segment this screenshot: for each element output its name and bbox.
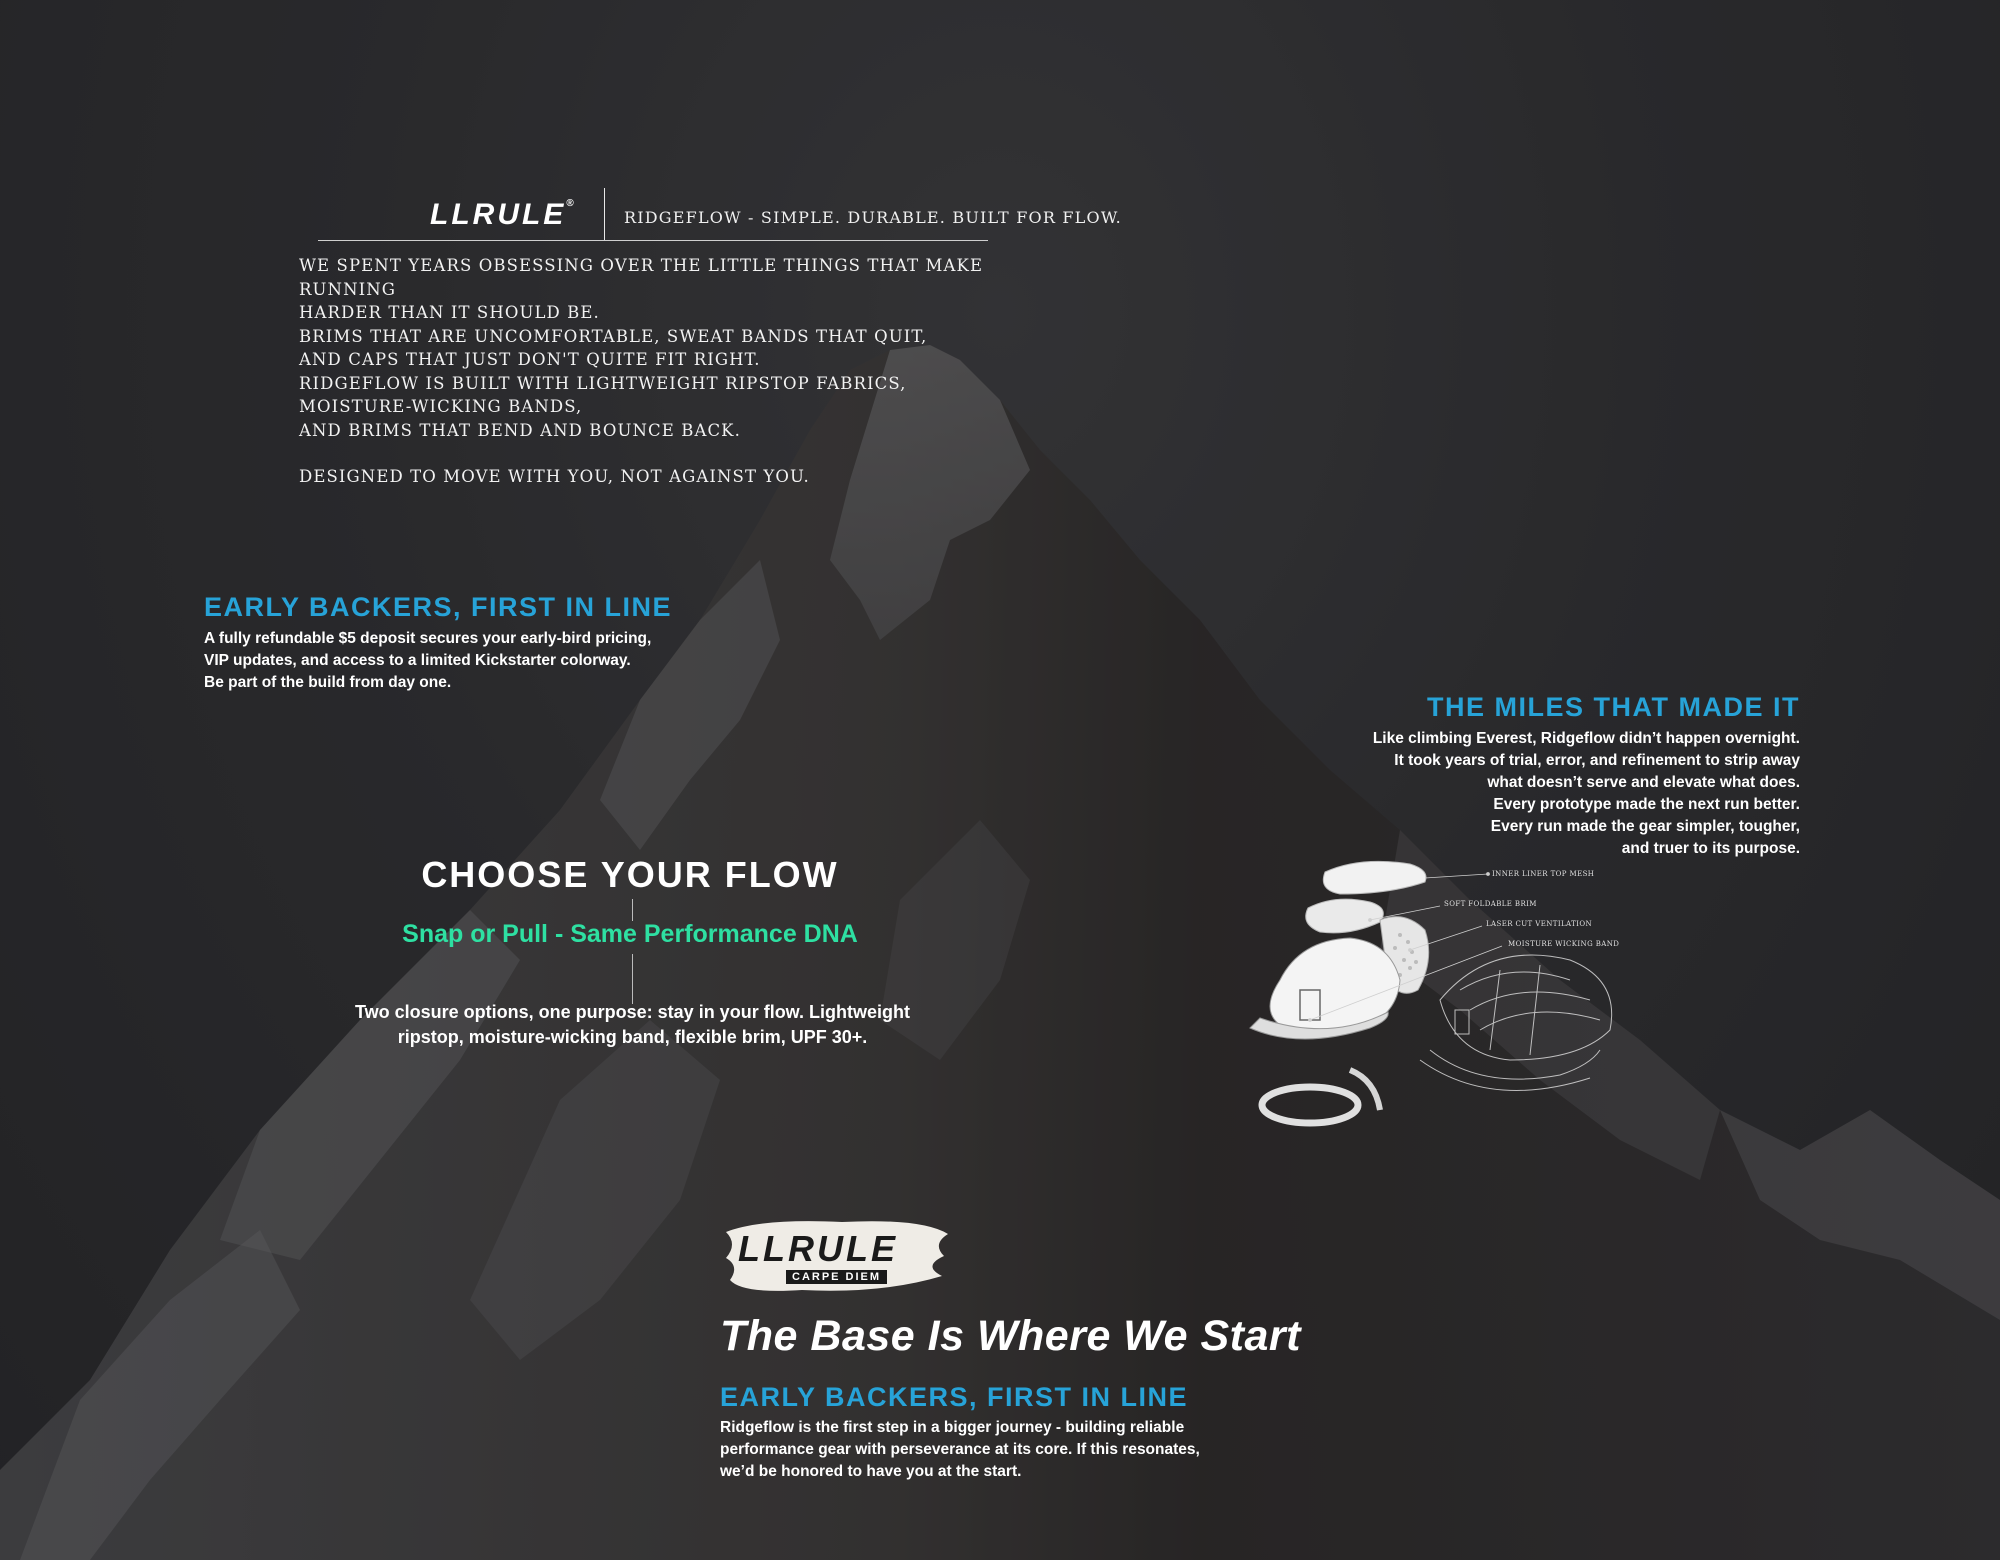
miles-line: Like climbing Everest, Ridgeflow didn’t happen overnight.	[1372, 730, 1800, 747]
brand-logo-text: LLRULE	[430, 198, 567, 231]
flow-subtitle: Snap or Pull - Same Performance DNA	[402, 920, 858, 948]
flow-body-line: Two closure options, one purpose: stay in your flow. Lightweight	[354, 1002, 910, 1022]
bottom-body-line: we’d be honored to have you at the start.	[720, 1463, 1022, 1480]
callout-brim: SOFT FOLDABLE BRIM	[1444, 900, 1537, 908]
miles-line: Every run made the gear simpler, tougher,	[1490, 818, 1800, 835]
intro-line: WE SPENT YEARS OBSESSING OVER THE LITTLE THINGS THAT MAKE RUNNING	[299, 256, 984, 299]
header-rule	[318, 240, 988, 241]
callout-ventilation: LASER CUT VENTILATION	[1486, 920, 1592, 928]
header-divider	[604, 188, 605, 240]
registered-mark: ®	[566, 198, 574, 209]
miles-line: Every prototype made the next run better.	[1493, 796, 1800, 813]
tagline: RIDGEFLOW - SIMPLE. DURABLE. BUILT FOR FLOW.	[624, 208, 1122, 227]
intro-line: BRIMS THAT ARE UNCOMFORTABLE, SWEAT BANDS THAT QUIT,	[299, 326, 928, 346]
flow-body	[300, 1000, 965, 1050]
cap-exploded-diagram	[1240, 850, 1660, 1170]
spacer	[299, 442, 1079, 465]
intro-line: RIDGEFLOW IS BUILT WITH LIGHTWEIGHT RIPSTOP FABRICS,	[299, 373, 907, 393]
intro-line: AND BRIMS THAT BEND AND BOUNCE BACK.	[299, 420, 741, 440]
flow-title: CHOOSE YOUR FLOW	[421, 854, 839, 895]
flow-connector-line	[632, 899, 633, 921]
intro-text	[299, 254, 1079, 489]
early-backers-body	[204, 628, 764, 694]
miles-line: and truer to its purpose.	[1621, 840, 1800, 857]
early-backers-line: Be part of the build from day one.	[204, 674, 452, 691]
early-backers-line: A fully refundable $5 deposit secures your early-bird pricing,	[204, 630, 652, 647]
base-title: The Base Is Where We Start	[720, 1312, 1301, 1360]
callout-band: MOISTURE WICKING BAND	[1508, 940, 1620, 948]
intro-line: MOISTURE-WICKING BANDS,	[299, 397, 583, 416]
bottom-body-line: Ridgeflow is the first step in a bigger journey - building reliable	[720, 1419, 1185, 1436]
bottom-body	[720, 1417, 1280, 1483]
inner-liner-mesh-shape	[1323, 861, 1426, 894]
bottom-early-backers-heading: EARLY BACKERS, FIRST IN LINE	[720, 1382, 1189, 1412]
miles-line: what doesn’t serve and elevate what does.	[1487, 774, 1800, 791]
brand-logo-subtitle: CARPE DIEM	[786, 1270, 887, 1284]
miles-heading: THE MILES THAT MADE IT	[1427, 692, 1800, 722]
flow-connector-line	[632, 954, 633, 1004]
brim-piece-shape	[1306, 899, 1384, 933]
sketch-cap-shape	[1420, 955, 1612, 1090]
flow-body-line: ripstop, moisture-wicking band, flexible brim, UPF 30+.	[397, 1027, 868, 1047]
brand-logo-bottom-text: LLRULE	[738, 1228, 898, 1269]
callout-inner-liner: INNER LINER TOP MESH	[1492, 870, 1595, 878]
bottom-body-line: performance gear with perseverance at its core. If this resonates,	[720, 1441, 1200, 1458]
miles-line: It took years of trial, error, and refinement to strip away	[1394, 752, 1800, 769]
early-backers-heading: EARLY BACKERS, FIRST IN LINE	[204, 592, 673, 622]
miles-body	[1240, 728, 1800, 860]
intro-closing: DESIGNED TO MOVE WITH YOU, NOT AGAINST YOU.	[299, 467, 810, 486]
intro-line: AND CAPS THAT JUST DON'T QUITE FIT RIGHT.	[299, 350, 761, 369]
intro-line: HARDER THAN IT SHOULD BE.	[299, 303, 600, 322]
band-ring-shape	[1262, 1087, 1358, 1123]
brand-logo	[430, 198, 574, 232]
early-backers-line: VIP updates, and access to a limited Kickstarter colorway.	[204, 652, 631, 669]
